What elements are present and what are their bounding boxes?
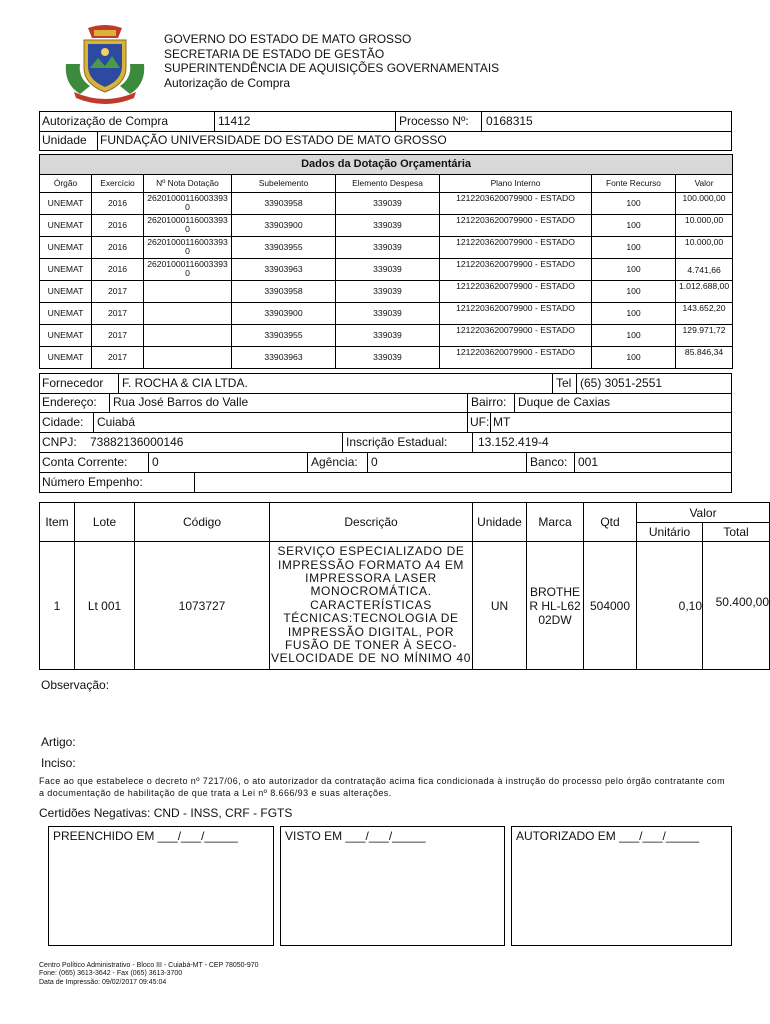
banco-label: Banco: [530,455,568,469]
item-total: 50.400,00 [703,542,770,670]
autorizado-box [511,826,732,946]
cell-orgao: UNEMAT [40,325,92,347]
cell-plano: 1212203620079900 - ESTADO [440,303,592,325]
item-unidade: UN [473,542,527,670]
col-unidade: Unidade [473,503,527,542]
table-row [40,193,733,215]
tel-label: Tel [556,376,572,390]
conta-corrente-label: Conta Corrente: [42,455,128,469]
cell-orgao: UNEMAT [40,347,92,369]
cell-elemento: 339039 [336,259,440,281]
cell-nota: 262010001160033930 [144,193,232,215]
item-qtd: 504000 [584,542,637,670]
footer [39,962,259,987]
bairro-label: Bairro: [471,395,507,409]
col-item: Item [40,503,75,542]
cell-elemento: 339039 [336,325,440,347]
cell-exercicio: 2017 [92,325,144,347]
cell-orgao: UNEMAT [40,237,92,259]
processo-label: Processo Nº: [399,114,469,128]
cell-valor: 4.741,66 [676,259,733,281]
fornecedor-block [39,373,732,493]
table-row [40,237,733,259]
cell-orgao: UNEMAT [40,193,92,215]
inscricao-estadual-label: Inscrição Estadual: [346,435,448,449]
col-valor: Valor [637,503,770,523]
col-fonte-recurso: Fonte Recurso [592,175,676,193]
cell-fonte: 100 [592,237,676,259]
unidade-label: Unidade [42,133,87,147]
header-document-type: Autorização de Compra [164,76,291,90]
cell-exercicio: 2016 [92,237,144,259]
cell-exercicio: 2016 [92,193,144,215]
cell-valor: 1.012.688,00 [676,281,733,303]
preenchido-box [48,826,274,946]
col-nota-dotacao: Nº Nota Dotação [144,175,232,193]
items-table [39,502,770,670]
cnpj-value: 73882136000146 [90,435,184,449]
cell-nota: 262010001160033930 [144,237,232,259]
cell-subelemento: 33903963 [232,347,336,369]
visto-label: VISTO EM ___/___/_____ [285,829,426,843]
state-coat-of-arms [60,24,150,106]
cell-elemento: 339039 [336,281,440,303]
cell-fonte: 100 [592,193,676,215]
item-codigo: 1073727 [135,542,270,670]
cell-nota [144,281,232,303]
table-row [40,281,733,303]
cell-subelemento: 33903955 [232,237,336,259]
cidade-value: Cuiabá [97,415,136,429]
table-row [40,542,770,670]
cell-elemento: 339039 [336,347,440,369]
col-unitario: Unitário [637,523,703,542]
uf-value: MT [493,415,511,429]
summary-block [39,111,732,151]
cell-subelemento: 33903955 [232,325,336,347]
artigo-label: Artigo: [41,735,76,749]
col-descricao: Descrição [270,503,473,542]
table-row [40,347,733,369]
cell-orgao: UNEMAT [40,281,92,303]
autorizacao-number: 11412 [218,114,251,128]
inciso-label: Inciso: [41,756,76,770]
cnpj-label: CNPJ: [42,435,77,449]
cell-elemento: 339039 [336,193,440,215]
col-elemento-despesa: Elemento Despesa [336,175,440,193]
cell-nota [144,325,232,347]
cell-plano: 1212203620079900 - ESTADO [440,193,592,215]
inscricao-estadual-value: 13.152.419-4 [478,435,549,449]
cell-elemento: 339039 [336,215,440,237]
tel-value: (65) 3051-2551 [580,376,663,390]
cell-plano: 1212203620079900 - ESTADO [440,259,592,281]
cell-fonte: 100 [592,347,676,369]
col-plano-interno: Plano Interno [440,175,592,193]
cell-valor: 10.000,00 [676,215,733,237]
cell-plano: 1212203620079900 - ESTADO [440,347,592,369]
conta-corrente-value: 0 [152,455,159,469]
cell-valor: 100.000,00 [676,193,733,215]
cell-exercicio: 2017 [92,347,144,369]
cell-plano: 1212203620079900 - ESTADO [440,237,592,259]
item-lote: Lt 001 [75,542,135,670]
unidade-value: FUNDAÇÃO UNIVERSIDADE DO ESTADO DE MATO GROSSO [100,133,447,147]
autorizado-label: AUTORIZADO EM ___/___/_____ [516,829,700,843]
cell-valor: 143.652,20 [676,303,733,325]
cell-fonte: 100 [592,259,676,281]
item-descricao: SERVIÇO ESPECIALIZADO DE IMPRESSÃO FORMATO A4 EM IMPRESSORA LASER MONOCROMÁTICA. CARACTERÍSTICAS TÉCNICAS:TECNOLOGIA DE IMPRESSÃO DIGITAL, POR FUSÃO DE TONER À SECO-VELOCIDADE DE NO MÍNIMO 40 [270,542,473,670]
col-subelemento: Subelemento [232,175,336,193]
cidade-label: Cidade: [42,415,84,429]
cell-valor: 129.971,72 [676,325,733,347]
dotacao-title: Dados da Dotação Orçamentária [40,155,733,175]
agencia-label: Agência: [311,455,358,469]
header-government: GOVERNO DO ESTADO DE MATO GROSSO [164,32,412,46]
cell-nota: 262010001160033930 [144,259,232,281]
preenchido-label: PREENCHIDO EM ___/___/_____ [53,829,238,843]
banco-value: 001 [578,455,599,469]
certidoes-negativas: Certidões Negativas: CND - INSS, CRF - FGTS [39,806,293,820]
cell-plano: 1212203620079900 - ESTADO [440,325,592,347]
observacao-label: Observação: [41,678,110,692]
footer-phone: Fone: (065) 3613-3642 - Fax (065) 3613-3700 [39,970,183,978]
legal-notice: Face ao que estabelece o decreto nº 7217/06, o ato autorizador da contratação acima fica condicionada à instrução do processo pelo órgão contratante com a documentação de habilitação de que trata a Lei nº 8.666/93 e suas alterações. [39,776,725,798]
col-valor: Valor [676,175,733,193]
autorizacao-label: Autorização de Compra [42,114,169,128]
footer-print-date: Data de Impressão: 09/02/2017 09:45:04 [39,978,167,986]
cell-orgao: UNEMAT [40,259,92,281]
cell-nota [144,347,232,369]
cell-exercicio: 2016 [92,215,144,237]
cell-orgao: UNEMAT [40,303,92,325]
endereco-value: Rua José Barros do Valle [113,395,249,409]
footer-address: Centro Político Administrativo - Bloco III - Cuiabá-MT - CEP 78050-970 [39,962,259,969]
numero-empenho-label: Número Empenho: [42,475,143,489]
cell-exercicio: 2017 [92,281,144,303]
table-row [40,325,733,347]
col-exercicio: Exercício [92,175,144,193]
cell-subelemento: 33903900 [232,303,336,325]
col-orgao: Órgão [40,175,92,193]
endereco-label: Endereço: [42,395,97,409]
header-superintendency: SUPERINTENDÊNCIA DE AQUISIÇÕES GOVERNAMENTAIS [164,61,500,75]
cell-fonte: 100 [592,325,676,347]
col-qtd: Qtd [584,503,637,542]
cell-exercicio: 2017 [92,303,144,325]
table-row [40,303,733,325]
cell-elemento: 339039 [336,237,440,259]
item-number: 1 [40,542,75,670]
cell-subelemento: 33903958 [232,281,336,303]
agencia-value: 0 [371,455,378,469]
col-marca: Marca [527,503,584,542]
visto-box [280,826,505,946]
cell-subelemento: 33903963 [232,259,336,281]
bairro-value: Duque de Caxias [518,395,611,409]
col-lote: Lote [75,503,135,542]
cell-fonte: 100 [592,281,676,303]
col-total: Total [703,523,770,542]
cell-plano: 1212203620079900 - ESTADO [440,215,592,237]
cell-valor: 10.000,00 [676,237,733,259]
fornecedor-label: Fornecedor [42,376,104,390]
cell-subelemento: 33903958 [232,193,336,215]
table-row [40,215,733,237]
cell-fonte: 100 [592,215,676,237]
processo-number: 0168315 [486,114,533,128]
cell-valor: 85.846,34 [676,347,733,369]
table-row [40,259,733,281]
cell-subelemento: 33903900 [232,215,336,237]
cell-fonte: 100 [592,303,676,325]
fornecedor-value: F. ROCHA & CIA LTDA. [122,376,248,390]
header-secretariat: SECRETARIA DE ESTADO DE GESTÃO [164,47,385,61]
uf-label: UF: [470,415,490,429]
cell-orgao: UNEMAT [40,215,92,237]
cell-elemento: 339039 [336,303,440,325]
col-codigo: Código [135,503,270,542]
cell-plano: 1212203620079900 - ESTADO [440,281,592,303]
cell-exercicio: 2016 [92,259,144,281]
dotacao-table [39,154,733,369]
cell-nota [144,303,232,325]
item-unitario: 0,10 [637,542,703,670]
item-marca: BROTHER HL-L6202DW [527,542,584,670]
cell-nota: 262010001160033930 [144,215,232,237]
